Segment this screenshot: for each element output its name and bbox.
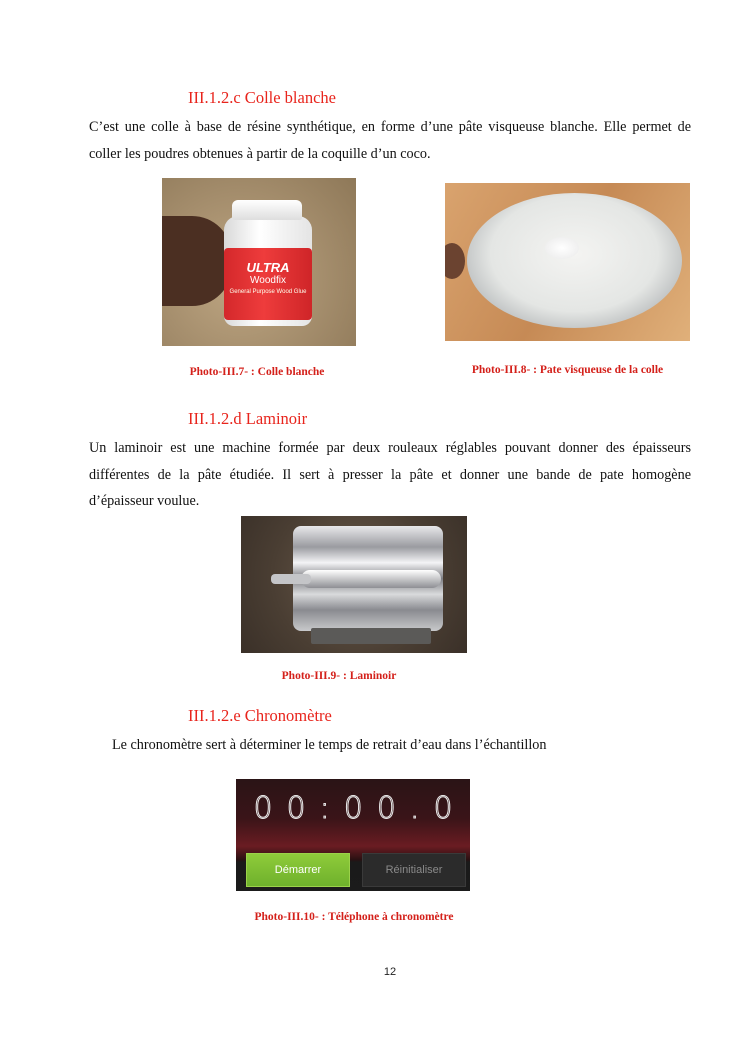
glue-jar-label — [224, 248, 312, 320]
roller-base-image — [311, 628, 431, 644]
section-heading-laminoir: III.1.2.d Laminoir — [188, 409, 308, 428]
caption-photo-8: Photo-III.8- : Pate visqueuse de la colle — [471, 364, 664, 376]
finger-image — [445, 243, 465, 279]
start-button: Démarrer — [246, 853, 350, 887]
photo-stopwatch — [236, 779, 470, 891]
page-number: 12 — [383, 966, 397, 978]
plate-image — [467, 193, 682, 328]
photo-glue-paste — [445, 183, 690, 341]
stopwatch-display: 00:00.0 — [253, 791, 467, 826]
caption-photo-10: Photo-III.10- : Téléphone à chronomètre — [254, 911, 454, 923]
hand-image — [162, 216, 232, 306]
label-subtitle: General Purpose Wood Glue — [229, 289, 307, 295]
section-heading-chronometre: III.1.2.e Chronomètre — [188, 706, 332, 725]
photo-pasta-roller — [241, 516, 467, 653]
caption-photo-7: Photo-III.7- : Colle blanche — [189, 366, 325, 378]
paragraph-line: coller les poudres obtenues à partir de la coquille d’un coco. — [89, 145, 431, 162]
photo-glue-bottle — [162, 178, 356, 346]
roller-cylinder-image — [301, 570, 441, 588]
paragraph-chronometre: Le chronomètre sert à déterminer le temps de retrait d’eau dans l’échantillon — [112, 737, 547, 753]
paste-blob-image — [545, 237, 579, 259]
paragraph-line: Un laminoir est une machine formée par deux rouleaux réglables pouvant donner des épaisseurs — [89, 440, 691, 456]
paragraph-line: différentes de la pâte étudiée. Il sert à presser la pâte et donner une bande de pate homogène — [89, 466, 691, 483]
label-brand: ULTRA — [246, 260, 290, 275]
paragraph-laminoir — [89, 435, 691, 515]
label-name: Woodfix — [250, 275, 286, 286]
paragraph-line: C’est une colle à base de résine synthétique, en forme d’une pâte visqueuse blanche. Elle permet de — [89, 119, 691, 135]
roller-crank-image — [271, 574, 311, 584]
reset-button: Réinitialiser — [362, 853, 466, 887]
paragraph-line: d’épaisseur voulue. — [89, 493, 200, 509]
section-heading-colle-blanche: III.1.2.c Colle blanche — [188, 88, 336, 107]
glue-jar-cap — [232, 200, 302, 220]
caption-photo-9: Photo-III.9- : Laminoir — [281, 670, 397, 682]
paragraph-colle-blanche — [89, 114, 691, 167]
